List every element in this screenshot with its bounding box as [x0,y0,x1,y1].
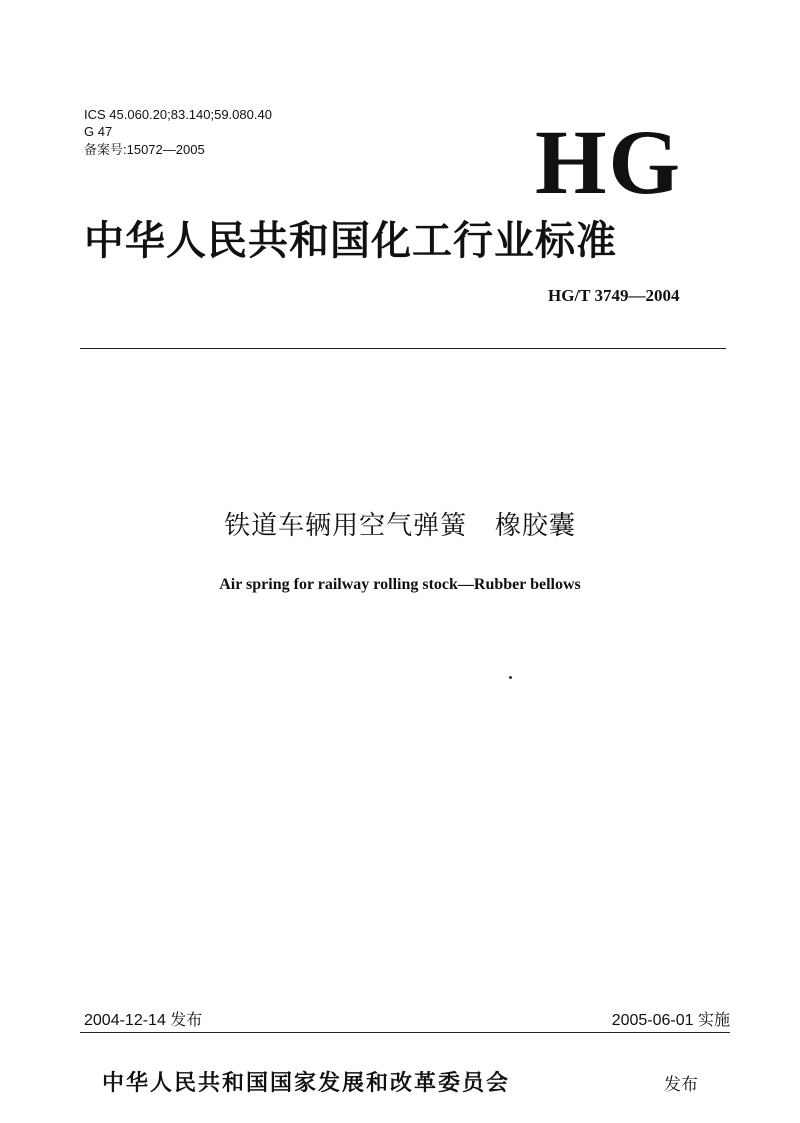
issuer-name: 中华人民共和国国家发展和改革委员会 [102,1070,511,1096]
standard-logo: HG [535,111,683,213]
footer-divider [80,1032,730,1033]
document-title-cn: 铁道车辆用空气弹簧 橡胶囊 [224,511,576,541]
standard-code: HG/T 3749—2004 [548,286,680,305]
ccs-code: G 47 [84,124,113,139]
header-divider [80,348,726,349]
publish-date: 2004-12-14 发布 [84,1012,203,1029]
record-number: 备案号:15072—2005 [84,142,205,157]
document-title-en: Air spring for railway rolling stock—Rubber bellows [219,576,581,593]
ics-code: ICS 45.060.20;83.140;59.080.40 [84,107,272,122]
implement-date: 2005-06-01 实施 [611,1012,730,1029]
standard-type-title: 中华人民共和国化工行业标准 [84,217,617,264]
issuer-suffix: 发布 [664,1075,698,1095]
stray-dot [509,676,512,679]
